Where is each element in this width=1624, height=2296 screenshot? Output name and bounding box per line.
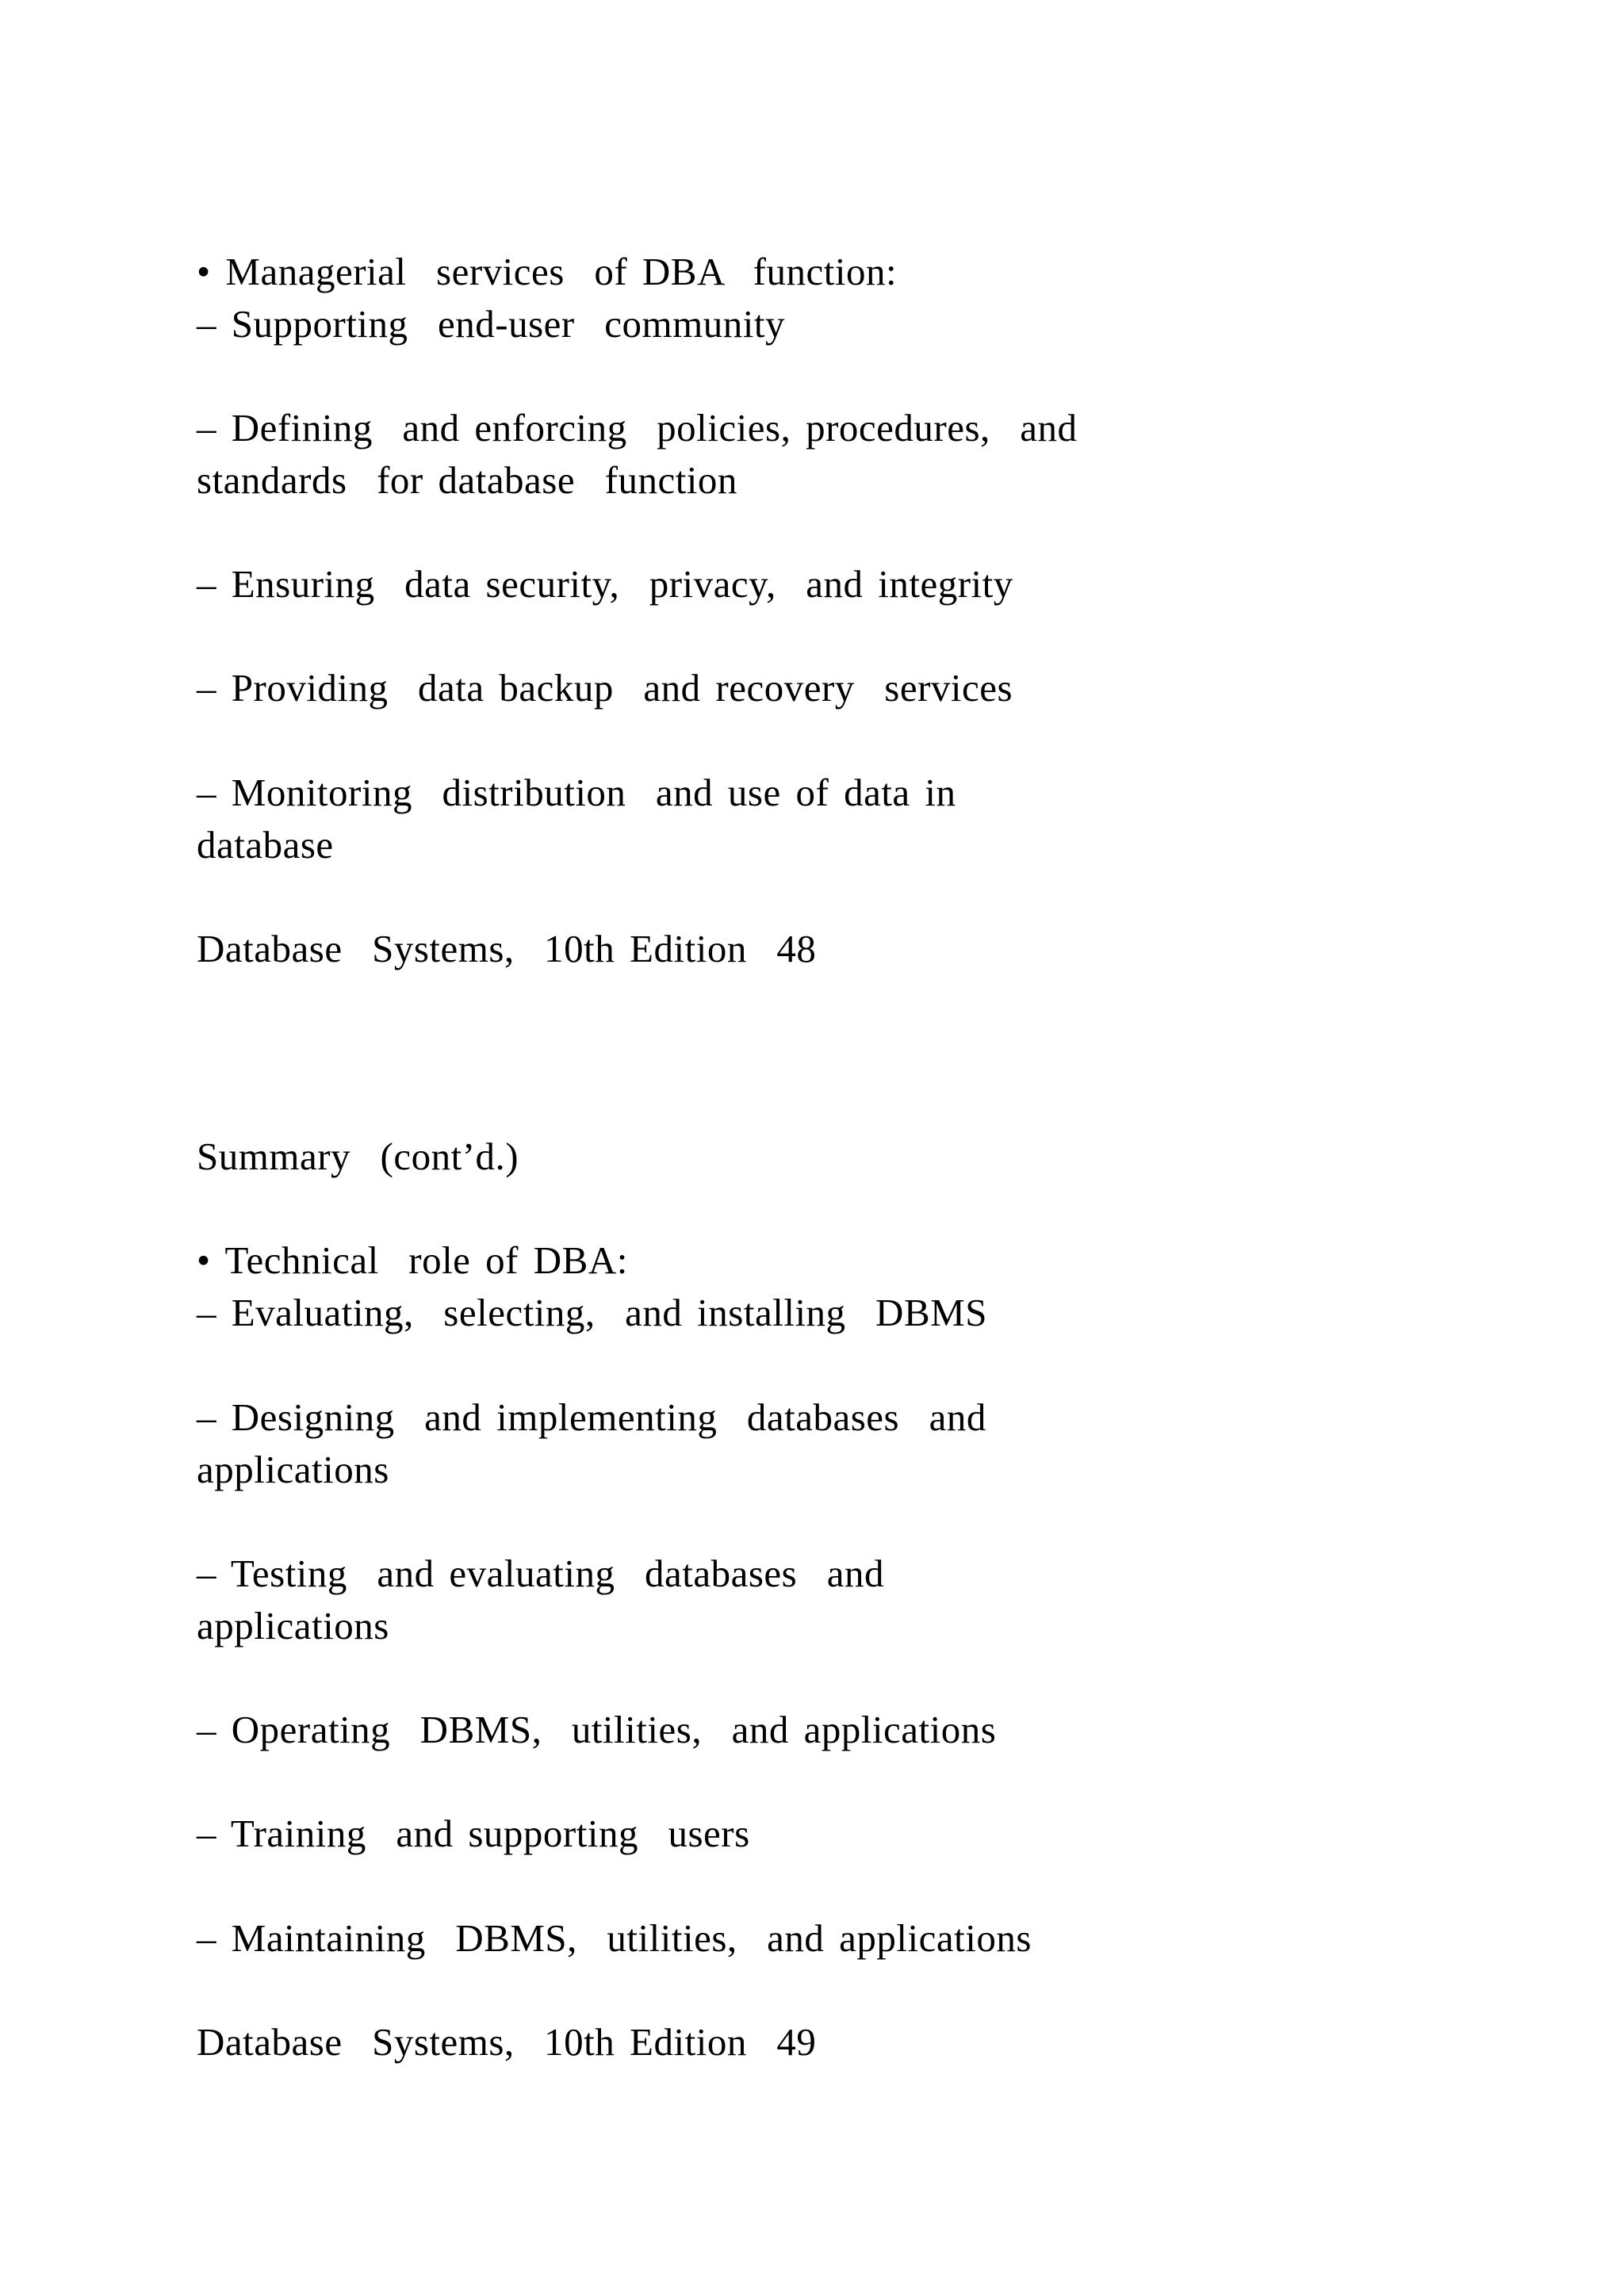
bullet-item-monitoring-distribution: – Monitoring distribution and use of data in bbox=[197, 771, 956, 814]
bullet-item-backup-recovery: – Providing data backup and recovery services bbox=[197, 666, 1013, 710]
bullet-item-monitoring-distribution-cont: database bbox=[197, 823, 334, 867]
bullet-item-maintaining-dbms: – Maintaining DBMS, utilities, and applications bbox=[197, 1916, 1032, 1960]
bullet-item-supporting-end-users: – Supporting end-user community bbox=[197, 302, 785, 346]
bullet-item-defining-policies: – Defining and enforcing policies, procedures, and bbox=[197, 406, 1078, 450]
managerial-services-heading: • Managerial services of DBA function: bbox=[197, 250, 898, 293]
bullet-item-training-users: – Training and supporting users bbox=[197, 1812, 750, 1855]
bullet-item-operating-dbms: – Operating DBMS, utilities, and applications bbox=[197, 1708, 997, 1751]
bullet-item-evaluating-dbms: – Evaluating, selecting, and installing DBMS bbox=[197, 1291, 987, 1334]
bullet-item-ensuring-security: – Ensuring data security, privacy, and integrity bbox=[197, 562, 1013, 606]
bullet-item-designing-databases-cont: applications bbox=[197, 1448, 389, 1491]
page-footer-49: Database Systems, 10th Edition 49 bbox=[197, 2020, 817, 2064]
bullet-item-defining-policies-cont: standards for database function bbox=[197, 458, 737, 502]
page-footer-48: Database Systems, 10th Edition 48 bbox=[197, 927, 817, 970]
bullet-item-designing-databases: – Designing and implementing databases and bbox=[197, 1395, 986, 1439]
summary-title: Summary (cont’d.) bbox=[197, 1135, 519, 1178]
bullet-item-testing-databases: – Testing and evaluating databases and bbox=[197, 1552, 884, 1595]
technical-role-heading: • Technical role of DBA: bbox=[197, 1238, 628, 1282]
bullet-item-testing-databases-cont: applications bbox=[197, 1604, 389, 1647]
